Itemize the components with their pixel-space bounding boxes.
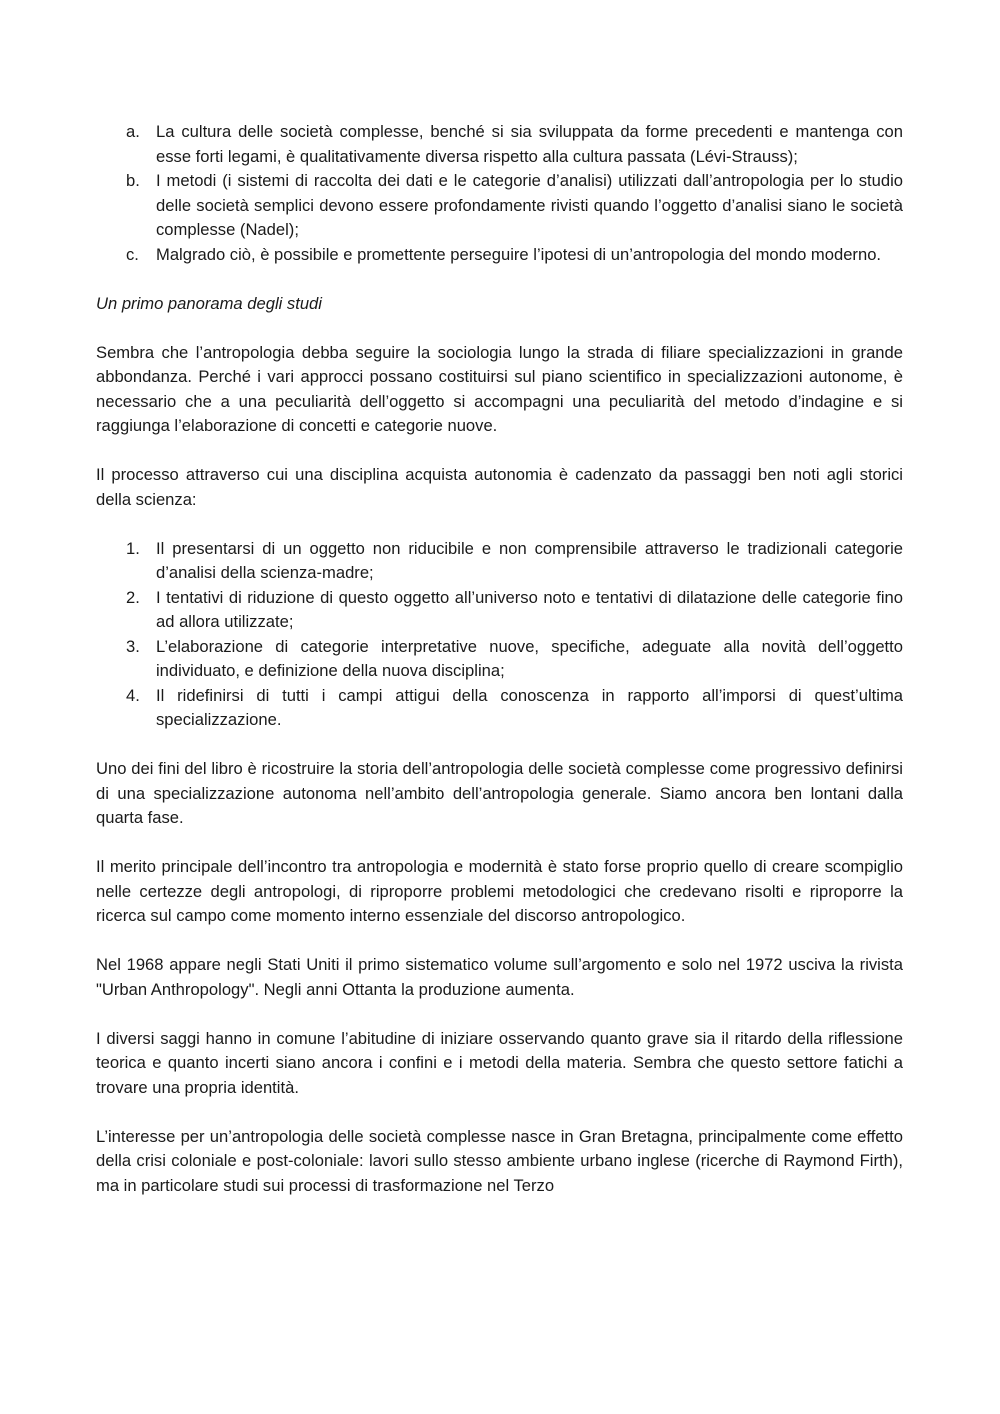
list-marker: 1. [126, 538, 140, 558]
list-item-text: Il presentarsi di un oggetto non riducibile e non comprensibile attraverso le tradizionali categorie d’analisi della scienza-madre; [156, 538, 903, 582]
paragraph: Il merito principale dell’incontro tra antropologia e modernità è stato forse proprio quello di creare scompiglio nelle certezze degli antropologi, di riproporre problemi metodologici che credevano risolti e riproporre la ricerca sul campo come momento interno essenziale del discorso antropologico. [96, 857, 903, 925]
list-item [96, 586, 903, 635]
list-item [96, 537, 903, 586]
list-item-text: I metodi (i sistemi di raccolta dei dati e le categorie d’analisi) utilizzati dall’antropologia per lo studio delle società semplici devono essere profondamente rivisti quando l’oggetto d’analisi siano le società complesse (Nadel); [156, 171, 903, 239]
list-item [96, 120, 903, 169]
list-item [96, 243, 903, 268]
list-marker: a. [126, 122, 140, 141]
paragraph: Il processo attraverso cui una disciplina acquista autonomia è cadenzato da passaggi ben noti agli storici della scienza: [96, 465, 903, 509]
list-item-text: I tentativi di riduzione di questo oggetto all’universo noto e tentativi di dilatazione delle categorie fino ad allora utilizzate; [156, 587, 903, 631]
list-item-text: La cultura delle società complesse, benché si sia sviluppata da forme precedenti e mantenga con esse forti legami, è qualitativamente diversa rispetto alla cultura passata (Lévi-Strauss); [156, 122, 903, 166]
list-marker: 4. [126, 685, 140, 705]
paragraph: Uno dei fini del libro è ricostruire la storia dell’antropologia delle società complesse come progressivo definirsi di una specializzazione autonoma nell’ambito dell’antropologia generale. Siamo ancora ben lontani dalla quarta fase. [96, 759, 903, 827]
list-item-text: L’elaborazione di categorie interpretative nuove, specifiche, adeguate alla novità dell’oggetto individuato, e definizione della nuova disciplina; [156, 636, 903, 680]
section-heading: Un primo panorama degli studi [96, 293, 322, 313]
list-item [96, 169, 903, 243]
list-item [96, 635, 903, 684]
list-marker: 2. [126, 587, 140, 607]
document-page [96, 120, 903, 1198]
list-marker: 3. [126, 636, 140, 656]
alpha-list [96, 120, 903, 267]
list-marker: c. [126, 244, 139, 264]
paragraph: L’interesse per un’antropologia delle società complesse nasce in Gran Bretagna, principalmente come effetto della crisi coloniale e post-coloniale: lavori sullo stesso ambiente urbano inglese (ricerche di Raymond Firth), ma in particolare studi sui processi di trasformazione nel Terzo [96, 1126, 903, 1195]
list-marker: b. [126, 171, 140, 190]
list-item-text: Il ridefinirsi di tutti i campi attigui della conoscenza in rapporto all’imporsi di quest’ultima specializzazione. [156, 685, 903, 729]
list-item-text: Malgrado ciò, è possibile e promettente perseguire l’ipotesi di un’antropologia del mondo moderno. [156, 244, 882, 264]
paragraph: I diversi saggi hanno in comune l’abitudine di iniziare osservando quanto grave sia il ritardo della riflessione teorica e quanto incerti siano ancora i confini e i metodi della materia. Sembra che questo settore fatichi a trovare una propria identità. [96, 1028, 903, 1097]
paragraph: Nel 1968 appare negli Stati Uniti il primo sistematico volume sull’argomento e solo nel 1972 usciva la rivista "Urban Anthropology". Negli anni Ottanta la produzione aumenta. [96, 955, 903, 999]
list-item [96, 684, 903, 733]
numbered-list [96, 537, 903, 733]
paragraph: Sembra che l’antropologia debba seguire la sociologia lungo la strada di filiare specializzazioni in grande abbondanza. Perché i vari approcci possano costituirsi sul piano scientifico in specializzazioni autonome, è necessario che a una peculiarità dell’oggetto si accompagni una peculiarità del metodo d’indagine e si raggiunga l’elaborazione di concetti e categorie nuove. [96, 342, 903, 435]
